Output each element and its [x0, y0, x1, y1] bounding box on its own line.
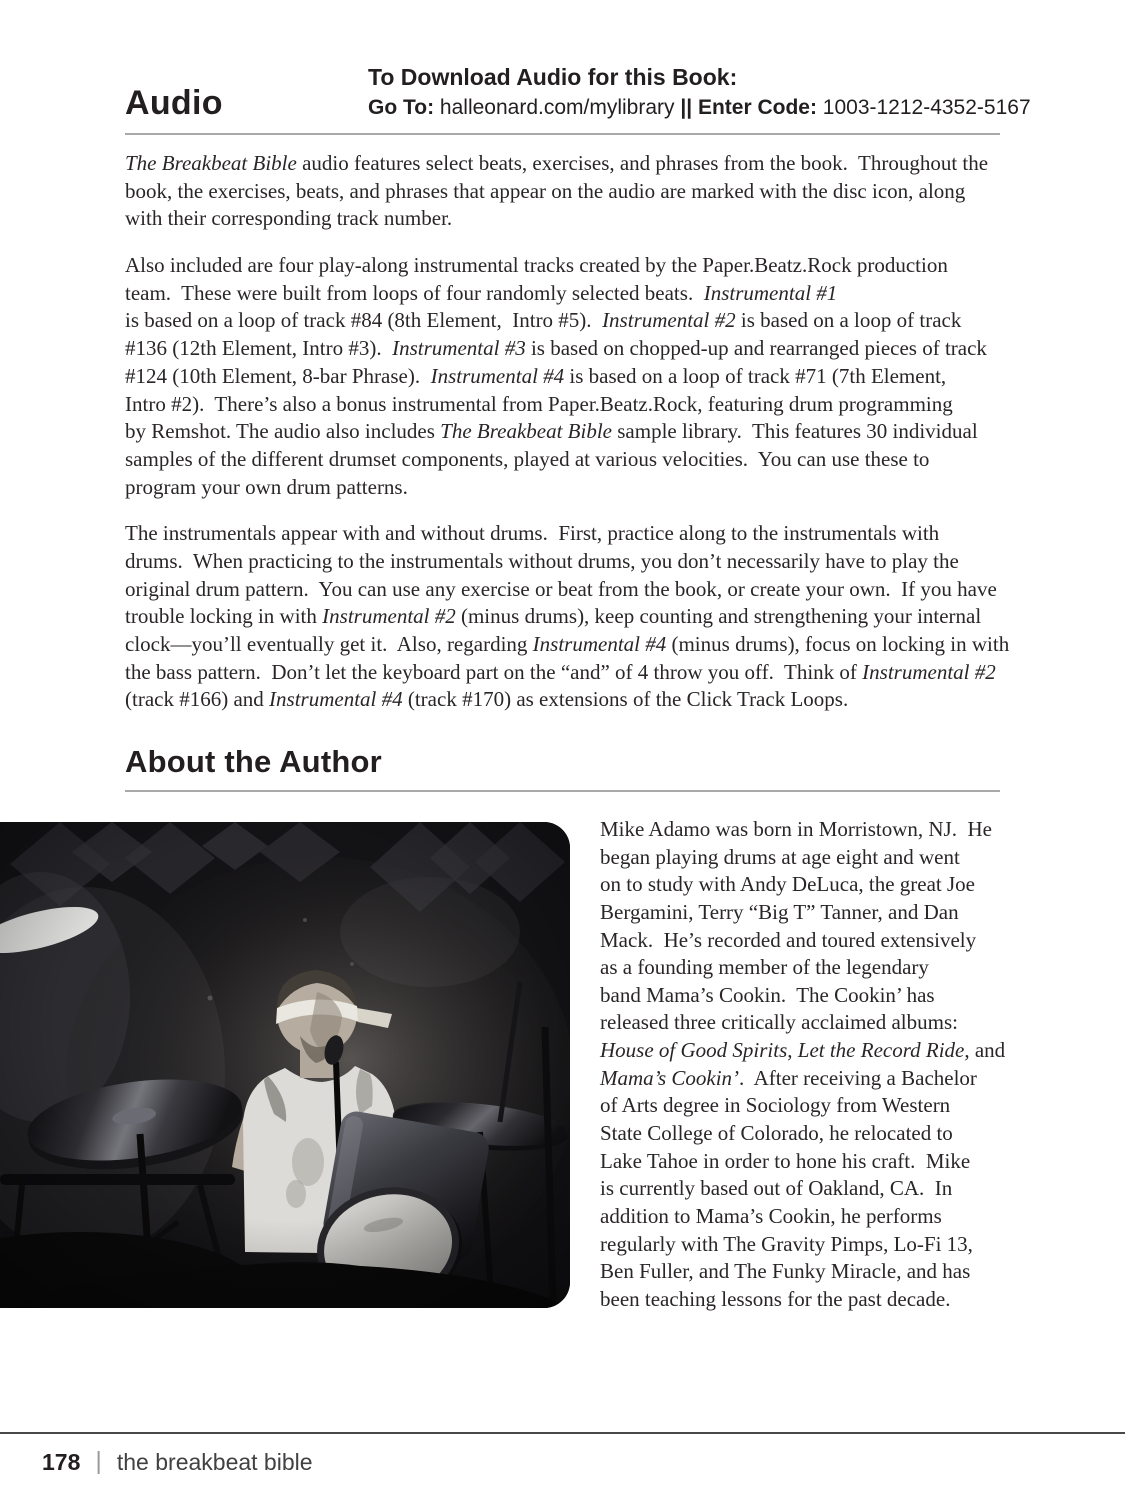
text-line: the bass pattern. Don’t let the keyboard part on the “and” of 4 throw you off. Think of Instrumental #2: [125, 659, 996, 684]
footer: [42, 1447, 313, 1477]
text-line: on to study with Andy DeLuca, the great Joe: [600, 872, 976, 897]
download-heading: To Download Audio for this Book:: [368, 64, 738, 90]
page-number: 178: [42, 1449, 81, 1475]
text-line: House of Good Spirits, Let the Record Ride, and: [600, 1038, 1006, 1063]
text-line: trouble locking in with Instrumental #2 (minus drums), keep counting and strengthening your internal: [125, 604, 982, 629]
audio-section: [125, 150, 1015, 733]
footer-book-title: the breakbeat bible: [116, 1449, 313, 1475]
header-rule: [125, 133, 1000, 135]
text-line: released three critically acclaimed albums:: [600, 1010, 958, 1035]
text-line: The Breakbeat Bible audio features select beats, exercises, and phrases from the book. Throughout the: [125, 151, 989, 175]
audio-paragraph-3: [125, 520, 1015, 714]
text-line: of Arts degree in Sociology from Western: [600, 1093, 951, 1118]
text-line: been teaching lessons for the past decade.: [600, 1286, 951, 1311]
text-line: clock—you’ll eventually get it. Also, regarding Instrumental #4 (minus drums), focus on locking in with: [125, 632, 1010, 656]
text-line: #124 (10th Element, 8-bar Phrase). Instrumental #4 is based on a loop of track #71 (7th Element,: [125, 363, 947, 388]
text-line: Also included are four play-along instrumental tracks created by the Paper.Beatz.Rock production: [125, 253, 948, 278]
text-line: samples of the different drumset components, played at various velocities. You can use these to: [125, 446, 930, 471]
download-instructions: Go To: halleonard.com/mylibrary || Enter Code: 1003-1212-4352-5167: [368, 96, 1031, 120]
audio-paragraph-1: [125, 150, 1015, 233]
author-bio: [600, 816, 1030, 1314]
text-line: drums. When practicing to the instrumentals without drums, you don’t necessarily have to play the: [125, 548, 959, 573]
text-line: team. These were built from loops of four randomly selected beats. Instrumental #1: [125, 280, 838, 305]
author-photo: [0, 822, 570, 1308]
text-line: (track #166) and Instrumental #4 (track #170) as extensions of the Click Track Loops.: [125, 687, 849, 712]
text-line: Bergamini, Terry “Big T” Tanner, and Dan: [600, 899, 959, 924]
text-line: Mike Adamo was born in Morristown, NJ. He: [600, 817, 992, 841]
text-line: Mama’s Cookin’. After receiving a Bachelor: [600, 1065, 977, 1090]
text-line: is based on a loop of track #84 (8th Element, Intro #5). Instrumental #2 is based on a loop of track: [125, 308, 962, 333]
text-line: Ben Fuller, and The Funky Miracle, and has: [600, 1259, 971, 1284]
about-rule: [125, 790, 1000, 792]
text-line: The instrumentals appear with and without drums. First, practice along to the instrumentals with: [125, 521, 940, 546]
text-line: as a founding member of the legendary: [600, 955, 929, 980]
about-the-author-heading: About the Author: [125, 744, 382, 779]
footer-separator: |: [95, 1447, 102, 1475]
text-line: regularly with The Gravity Pimps, Lo-Fi 13,: [600, 1231, 973, 1256]
text-line: book, the exercises, beats, and phrases that appear on the audio are marked with the disc icon, along: [125, 178, 966, 203]
text-line: addition to Mama’s Cookin, he performs: [600, 1203, 942, 1228]
footer-rule: [0, 1432, 1125, 1434]
text-line: band Mama’s Cookin. The Cookin’ has: [600, 982, 935, 1007]
text-line: began playing drums at age eight and went: [600, 844, 960, 869]
text-line: original drum pattern. You can use any exercise or beat from the book, or create your own. If you have: [125, 576, 997, 601]
text-line: State College of Colorado, he relocated to: [600, 1121, 953, 1146]
text-line: Mack. He’s recorded and toured extensively: [600, 927, 977, 952]
author-photo-illustration: [0, 822, 570, 1308]
text-line: by Remshot. The audio also includes The Breakbeat Bible sample library. This features 30 individual: [125, 419, 978, 444]
audio-paragraph-2: [125, 252, 1015, 501]
page-title: Audio: [125, 84, 223, 122]
text-line: program your own drum patterns.: [125, 474, 408, 499]
text-line: #136 (12th Element, Intro #3). Instrumental #3 is based on chopped-up and rearranged pieces of track: [125, 336, 987, 361]
download-info: [368, 62, 1031, 123]
text-line: Lake Tahoe in order to hone his craft. Mike: [600, 1148, 971, 1173]
text-line: is currently based out of Oakland, CA. In: [600, 1176, 953, 1201]
text-line: with their corresponding track number.: [125, 206, 453, 231]
text-line: Intro #2). There’s also a bonus instrumental from Paper.Beatz.Rock, featuring drum programming: [125, 391, 953, 416]
